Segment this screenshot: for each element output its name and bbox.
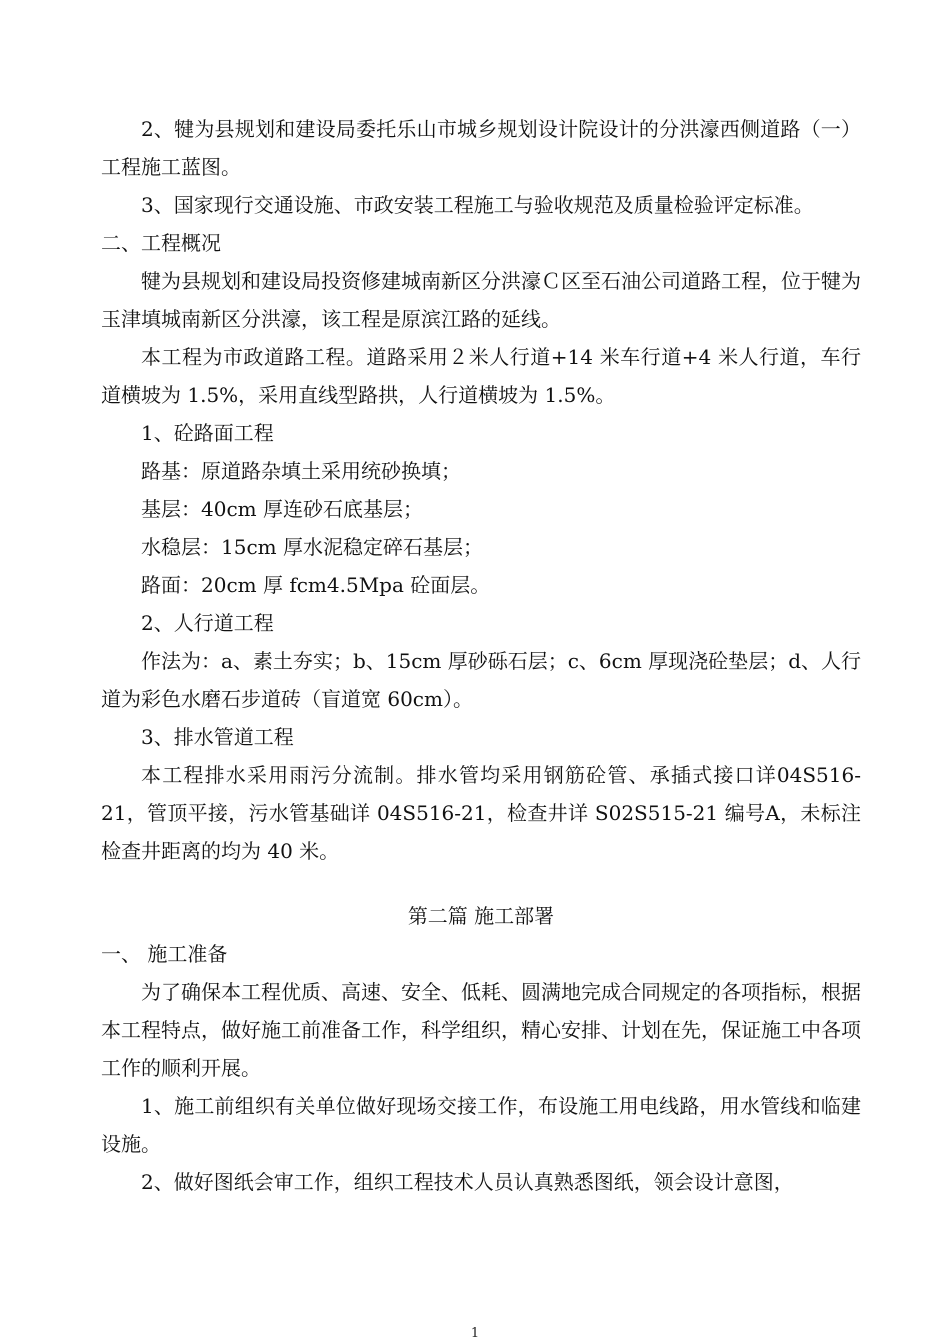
paragraph: 一、 施工准备 xyxy=(101,942,228,966)
section-engineering-overview xyxy=(101,110,861,870)
paragraph: 路基：原道路杂填土采用统砂换填； xyxy=(141,459,461,483)
paragraph: 基层：40cm 厚连砂石底基层； xyxy=(141,497,423,521)
paragraph: 3、排水管道工程 xyxy=(141,725,294,749)
section-title: 第二篇 施工部署 xyxy=(407,904,555,928)
paragraph: 作法为：a、素土夯实；b、15cm 厚砂砾石层；c、6cm 厚现浇砼垫层；d、人行道为彩色水磨石步道砖（盲道宽 60cm）。 xyxy=(101,649,861,711)
document-body xyxy=(101,110,861,1201)
section-construction-preparation xyxy=(101,935,861,1201)
paragraph: 水稳层：15cm 厚水泥稳定碎石基层； xyxy=(141,535,483,559)
paragraph: 2、人行道工程 xyxy=(141,611,274,635)
paragraph: 2、犍为县规划和建设局委托乐山市城乡规划设计院设计的分洪濠西侧道路（一）工程施工蓝图。 xyxy=(101,117,861,179)
paragraph: 2、做好图纸会审工作，组织工程技术人员认真熟悉图纸，领会设计意图， xyxy=(141,1170,794,1194)
paragraph: 路面：20cm 厚 fcm4.5Mpa 砼面层。 xyxy=(141,573,491,597)
paragraph: 为了确保本工程优质、高速、安全、低耗、圆满地完成合同规定的各项指标，根据本工程特点，做好施工前准备工作，科学组织，精心安排、计划在先，保证施工中各项工作的顺利开展。 xyxy=(101,980,861,1080)
paragraph: 二、工程概况 xyxy=(101,231,221,255)
paragraph: 1、砼路面工程 xyxy=(141,421,274,445)
page-number: 1 xyxy=(470,1326,480,1341)
paragraph: 1、施工前组织有关单位做好现场交接工作，布设施工用电线路，用水管线和临建设施。 xyxy=(101,1094,861,1156)
paragraph: 犍为县规划和建设局投资修建城南新区分洪濠Ｃ区至石油公司道路工程，位于犍为玉津填城南新区分洪濠，该工程是原滨江路的延线。 xyxy=(101,269,861,331)
paragraph: 3、国家现行交通设施、市政安装工程施工与验收规范及质量检验评定标准。 xyxy=(141,193,814,217)
paragraph: 本工程排水采用雨污分流制。排水管均采用钢筋砼管、承插式接口详04S516-21，管顶平接，污水管基础详 04S516-21，检查井详 S02S515-21 编号A，未标注检查井距离的均为 40 米。 xyxy=(101,763,861,863)
paragraph: 本工程为市政道路工程。道路采用２米人行道+14 米车行道+4 米人行道，车行道横坡为 1.5%，采用直线型路拱，人行道横坡为 1.5%。 xyxy=(101,345,861,407)
